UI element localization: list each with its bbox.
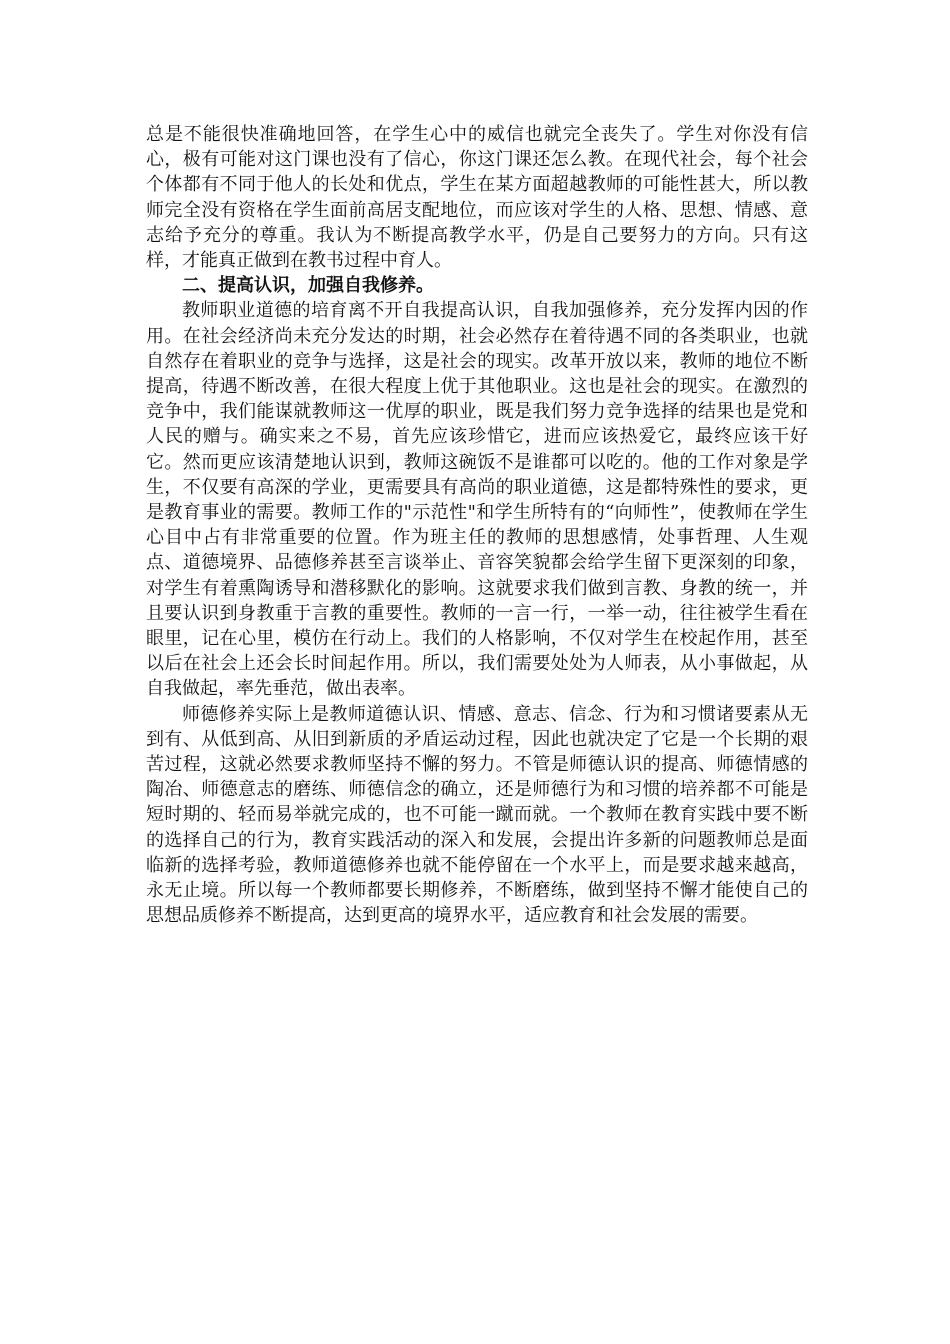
- document-body: [146, 122, 808, 929]
- paragraph: 教师职业道德的培育离不开自我提高认识，自我加强修养，充分发挥内因的作用。在社会经济尚未充分发达的时期，社会必然存在着待遇不同的各类职业，也就自然存在着职业的竞争与选择，这是社会的现实。改革开放以来，教师的地位不断提高，待遇不断改善，在很大程度上优于其他职业。这也是社会的现实。在激烈的竞争中，我们能谋就教师这一优厚的职业，既是我们努力竞争选择的结果也是党和人民的赠与。确实来之不易，首先应该珍惜它，进而应该热爱它，最终应该干好它。然而更应该清楚地认识到，教师这碗饭不是谁都可以吃的。他的工作对象是学生，不仅要有高深的学业，更需要具有高尚的职业道德，这是都特殊性的要求，更是教育事业的需要。教师工作的"示范性"和学生所特有的“向师性”，使教师在学生心目中占有非常重要的位置。作为班主任的教师的思想感情，处事哲理、人生观点、道德境界、品德修养甚至言谈举止、音容笑貌都会给学生留下更深刻的印象，对学生有着熏陶诱导和潜移默化的影响。这就要求我们做到言教、身教的统一，并且要认识到身教重于言教的重要性。教师的一言一行，一举一动，往往被学生看在眼里，记在心里，模仿在行动上。我们的人格影响，不仅对学生在校起作用，甚至以后在社会上还会长时间起作用。所以，我们需要处处为人师表，从小事做起，从自我做起，率先垂范，做出表率。: [146, 300, 808, 700]
- paragraph: 师德修养实际上是教师道德认识、情感、意志、信念、行为和习惯诸要素从无到有、从低到高、从旧到新质的矛盾运动过程，因此也就决定了它是一个长期的艰苦过程，这就必然要求教师坚持不懈的努力。不管是师德认识的提高、师德情感的陶冶、师德意志的磨练、师德信念的确立，还是师德行为和习惯的培养都不可能是短时期的、轻而易举就完成的，也不可能一蹴而就。一个教师在教育实践中要不断的选择自己的行为，教育实践活动的深入和发展，会提出许多新的问题教师总是面临新的选择考验，教师道德修养也就不能停留在一个水平上，而是要求越来越高，永无止境。所以每一个教师都要长期修养，不断磨练，做到坚持不懈才能使自己的思想品质修养不断提高，达到更高的境界水平，适应教育和社会发展的需要。: [146, 703, 808, 927]
- paragraph-continuation: 总是不能很快准确地回答，在学生心中的威信也就完全丧失了。学生对你没有信心，极有可能对这门课也没有了信心，你这门课还怎么教。在现代社会，每个社会个体都有不同于他人的长处和优点，学生在某方面超越教师的可能性甚大，所以教师完全没有资格在学生面前高居支配地位，而应该对学生的人格、思想、情感、意志给予充分的尊重。我认为不断提高教学水平，仍是自己要努力的方向。只有这样，才能真正做到在教书过程中育人。: [146, 124, 808, 272]
- section-heading: 二、提高认识，加强自我修养。: [182, 275, 434, 297]
